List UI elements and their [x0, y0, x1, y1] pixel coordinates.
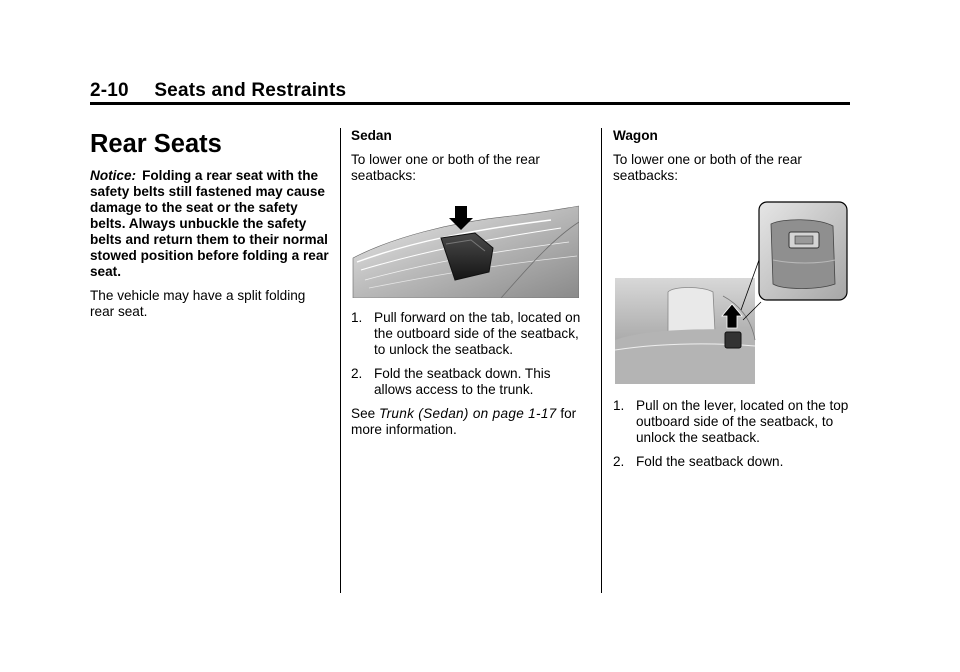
wagon-seat-lever-illustration	[613, 200, 851, 386]
section-title: Seats and Restraints	[154, 80, 347, 101]
column-divider	[340, 128, 341, 593]
page-title: Rear Seats	[90, 130, 222, 158]
column-wagon	[613, 128, 853, 478]
wagon-heading: Wagon	[613, 128, 658, 143]
sedan-steps	[351, 310, 591, 398]
wagon-steps	[613, 398, 853, 470]
notice-label: Notice:	[90, 168, 137, 183]
trunk-sedan-link[interactable]: Trunk (Sedan) on page 1-17	[378, 406, 557, 421]
notice-block	[90, 168, 330, 280]
column-divider	[601, 128, 602, 593]
body-text: The vehicle may have a split folding rear seat.	[90, 288, 306, 319]
column-rear-seats	[90, 128, 330, 328]
list-item: 1. Pull on the lever, located on the top outboard side of the seatback, to unlock the seatback.	[613, 398, 849, 445]
list-item: 2. Fold the seatback down. This allows access to the trunk.	[351, 366, 551, 397]
sedan-heading: Sedan	[351, 128, 392, 143]
sedan-intro: To lower one or both of the rear seatbacks:	[351, 152, 540, 183]
notice-text: Folding a rear seat with the safety belts still fastened may cause damage to the seat or the safety belts. Always unbuckle the safety belts and return them to their normal stowed position before folding a rear seat.	[90, 168, 329, 279]
page-header	[90, 80, 346, 102]
wagon-intro: To lower one or both of the rear seatbacks:	[613, 152, 802, 183]
cross-reference: See Trunk (Sedan) on page 1-17 for more information.	[351, 406, 577, 437]
list-item: 1. Pull forward on the tab, located on the outboard side of the seatback, to unlock the seatback.	[351, 310, 581, 357]
sedan-seat-tab-illustration	[351, 200, 579, 298]
page-number: 2-10	[90, 80, 129, 101]
column-sedan	[351, 128, 591, 446]
header-rule	[90, 102, 850, 105]
list-item: 2. Fold the seatback down.	[613, 454, 784, 469]
